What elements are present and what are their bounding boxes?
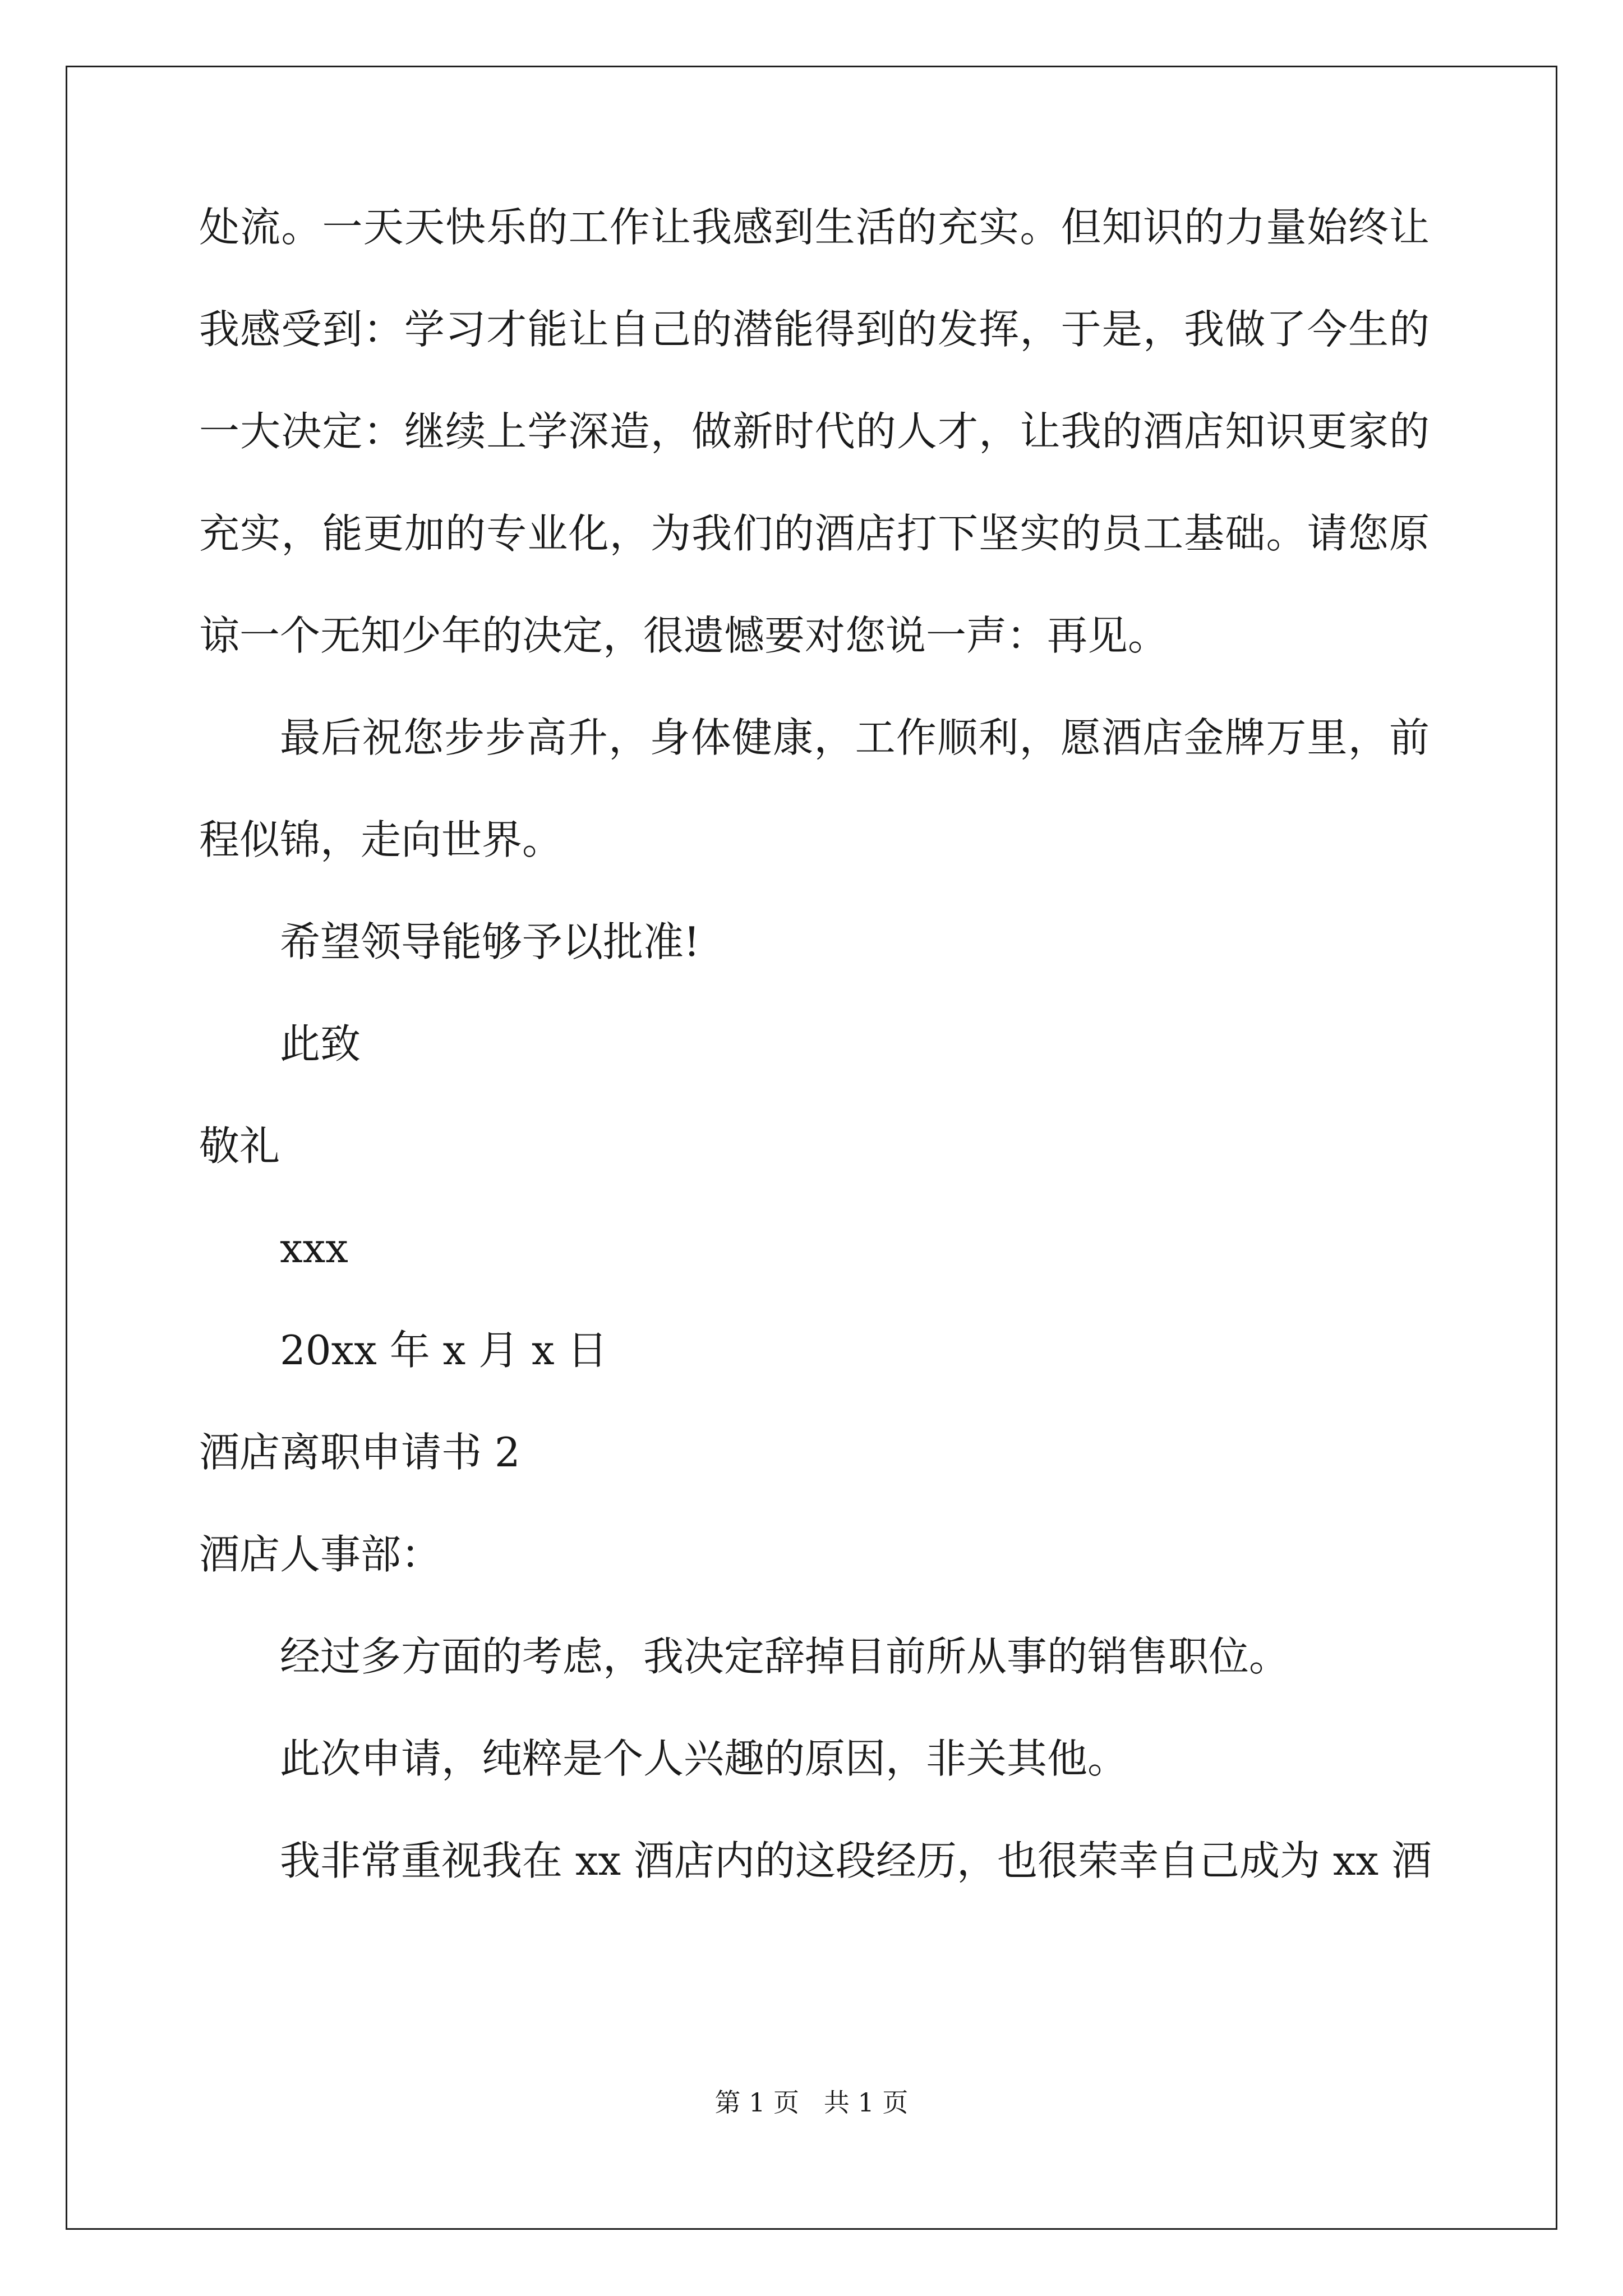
text-line: 此次申请，纯粹是个人兴趣的原因，非关其他。 — [280, 1735, 1128, 1782]
text-line: 此致 — [280, 1020, 361, 1068]
text-line: 希望领导能够予以批准! — [280, 918, 700, 965]
text-line: 我非常重视我在 xx 酒店内的这段经历，也很荣幸自己成为 xx 酒 — [280, 1837, 1432, 1884]
text-line: 程似锦，走向世界。 — [199, 816, 563, 863]
page-footer: 第 1 页 共 1 页 — [714, 2087, 909, 2118]
text-line: 酒店人事部： — [199, 1531, 442, 1578]
text-line: 谅一个无知少年的决定，很遗憾要对您说一声：再见。 — [199, 612, 1169, 659]
text-line: 20xx 年 x 月 x 日 — [280, 1327, 608, 1374]
text-line: 最后祝您步步高升，身体健康，工作顺利，愿酒店金牌万里，前 — [280, 714, 1430, 761]
text-line: xxx — [280, 1225, 348, 1272]
text-line: 酒店离职申请书 2 — [199, 1429, 520, 1476]
text-line: 一大决定：继续上学深造，做新时代的人才，让我的酒店知识更家的 — [199, 408, 1430, 455]
text-line: 经过多方面的考虑，我决定辞掉目前所从事的销售职位。 — [280, 1633, 1290, 1680]
text-line: 我感受到：学习才能让自己的潜能得到的发挥，于是，我做了今生的 — [199, 306, 1430, 353]
text-line: 充实，能更加的专业化，为我们的酒店打下坚实的员工基础。请您原 — [199, 510, 1430, 557]
text-line: 敬礼 — [199, 1122, 280, 1170]
text-line: 处流。一天天快乐的工作让我感到生活的充实。但知识的力量始终让 — [199, 204, 1430, 251]
